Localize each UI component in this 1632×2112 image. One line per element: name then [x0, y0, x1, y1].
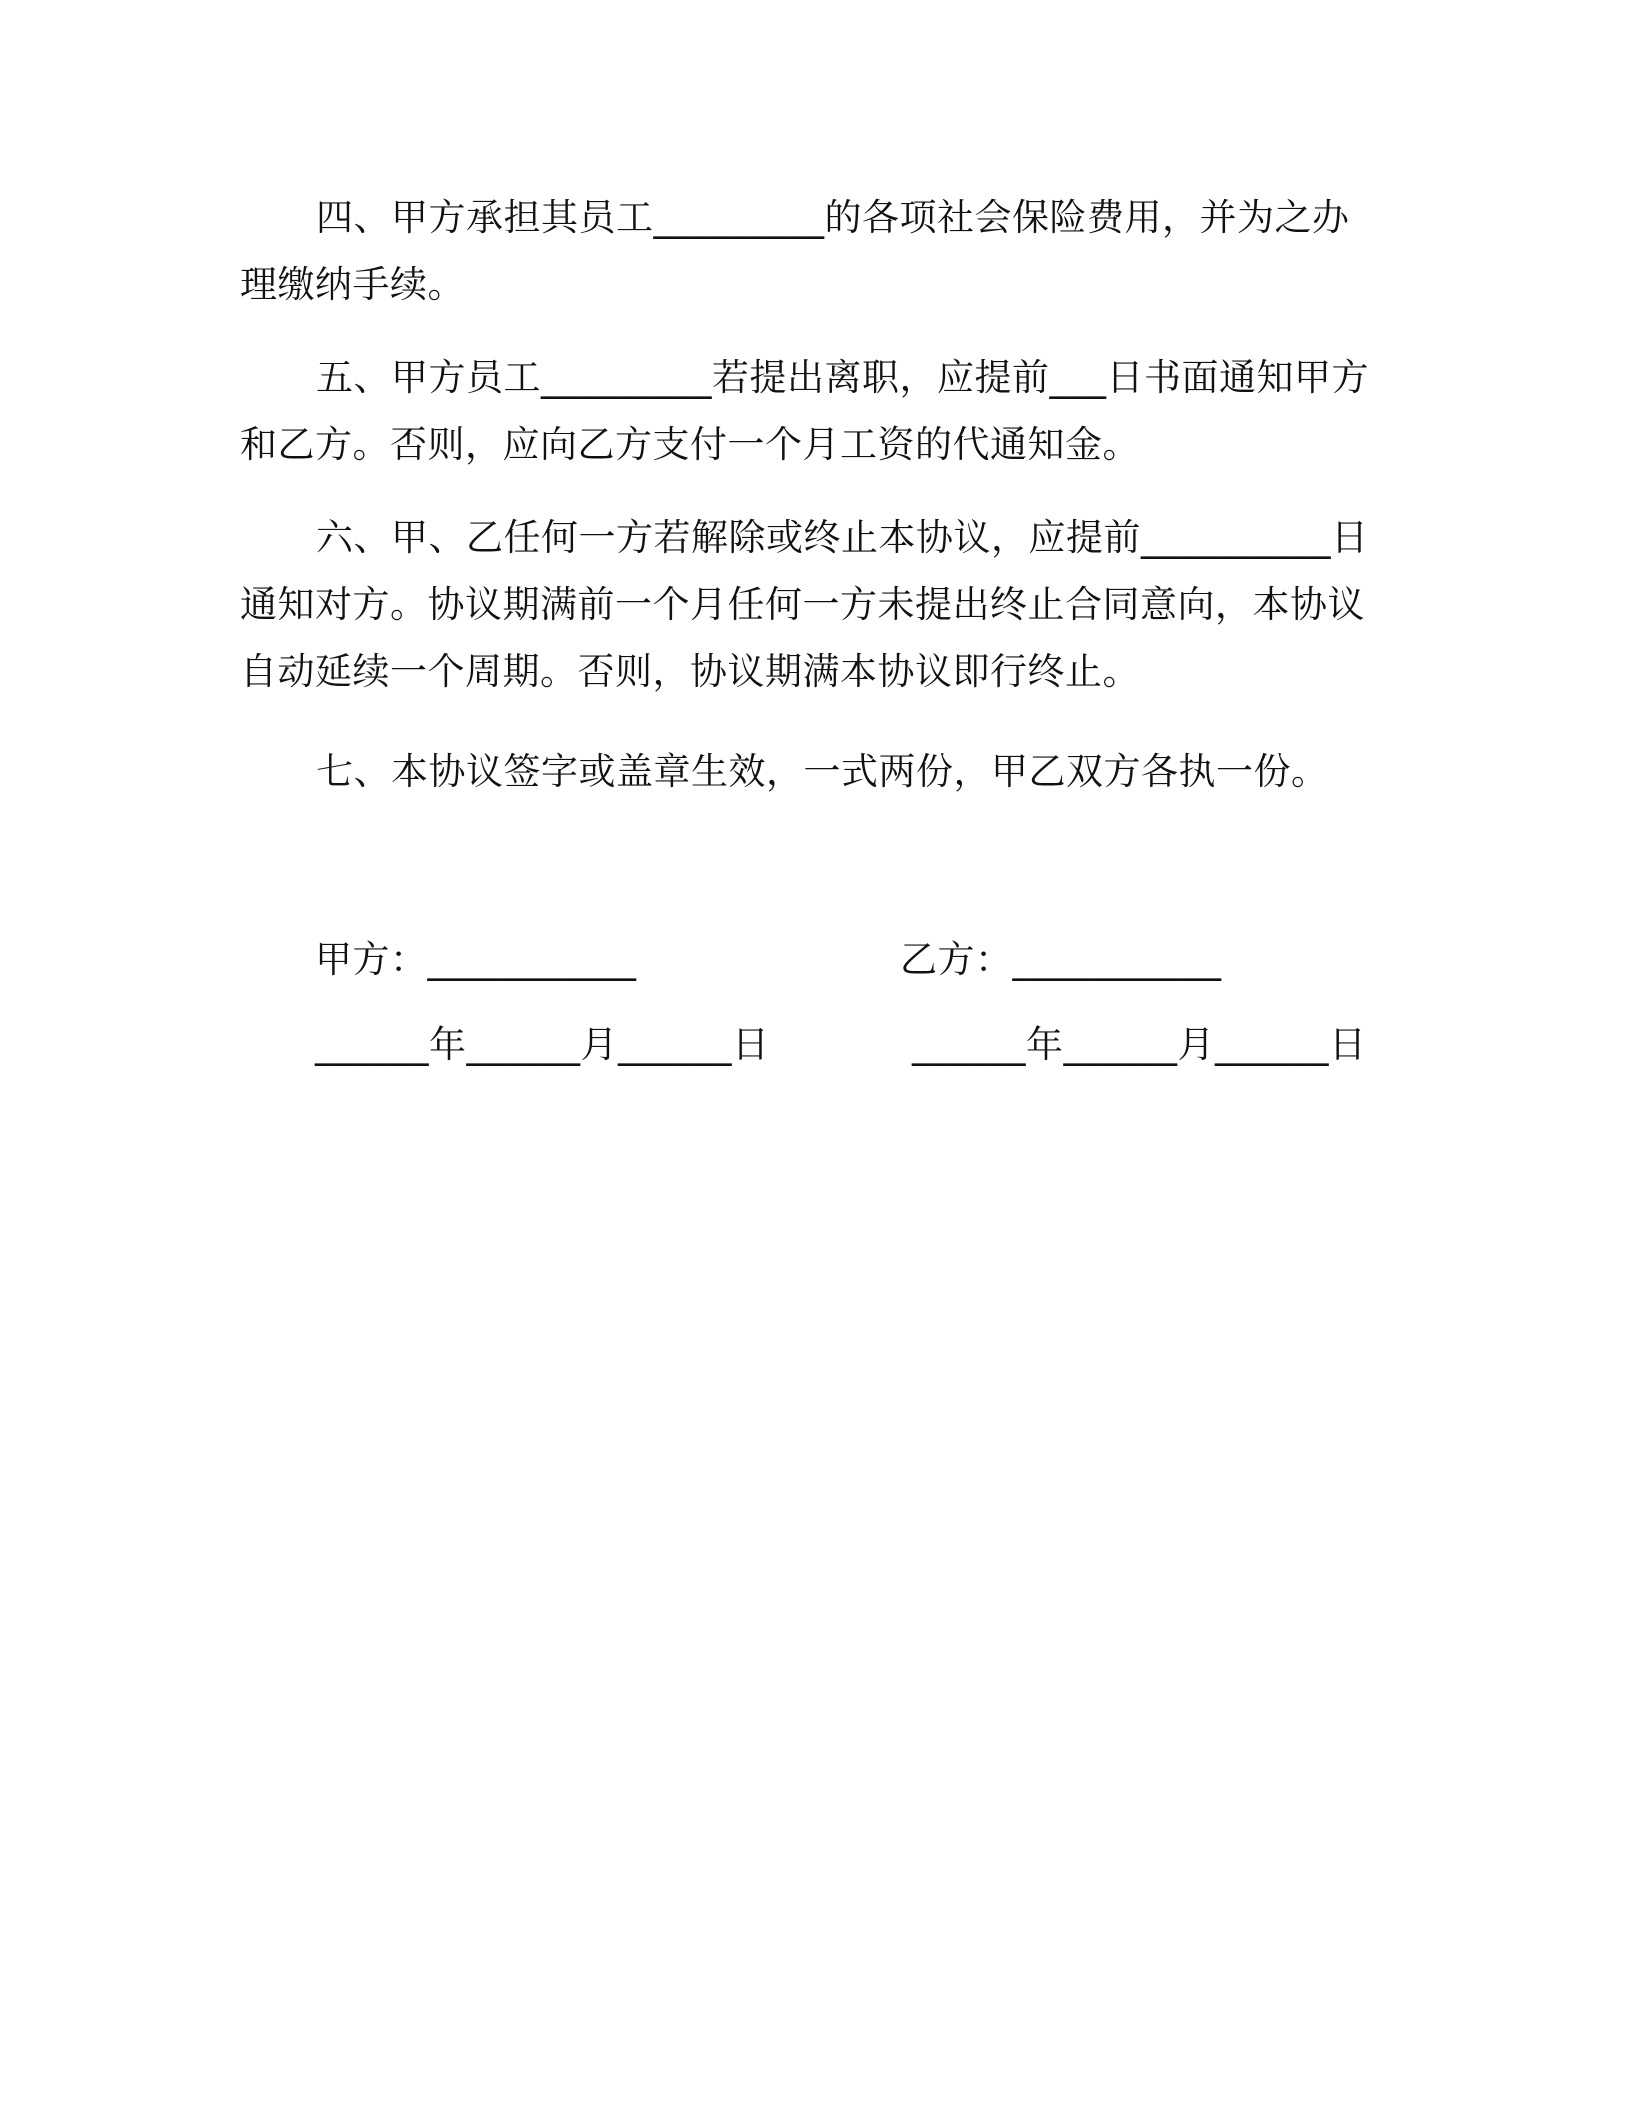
clause-6: 六、甲、乙任何一方若解除或终止本协议，应提前__________日通知对方。协议期满前一个月任何一方未提出终止合同意向，本协议自动延续一个周期。否则，协议期满本协议即行终止。: [240, 516, 1369, 693]
party-a-signature-line: 甲方：___________: [315, 938, 637, 981]
clause-4: 四、甲方承担其员工_________的各项社会保险费用，并为之办理缴纳手续。: [240, 196, 1350, 306]
clause-5: 五、甲方员工_________若提出离职，应提前___日书面通知甲方和乙方。否则，应向乙方支付一个月工资的代通知金。: [240, 356, 1369, 466]
clause-7: 七、本协议签字或盖章生效，一式两份，甲乙双方各执一份。: [316, 750, 1329, 793]
party-b-date-line: ______年______月______日: [912, 1023, 1367, 1066]
party-b-signature-line: 乙方：___________: [900, 938, 1222, 981]
party-a-date-line: ______年______月______日: [315, 1023, 770, 1066]
